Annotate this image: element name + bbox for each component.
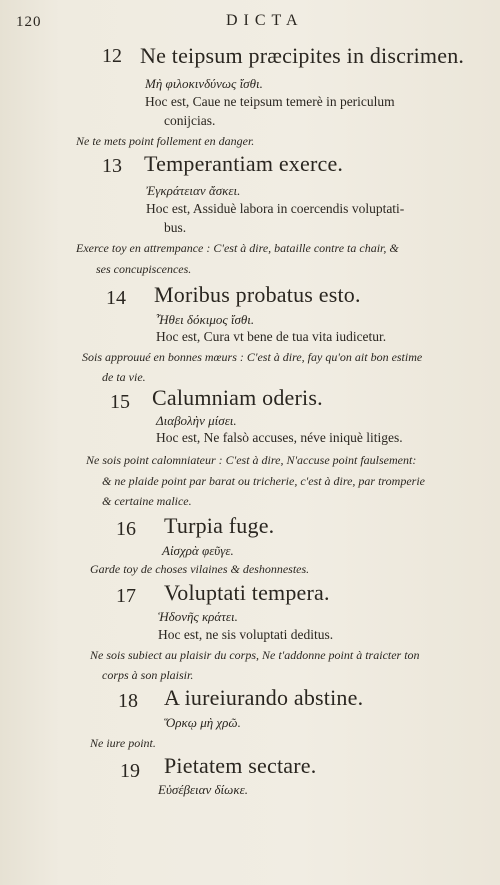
maxim-greek: Διαβολὴν μίσει.: [156, 413, 237, 428]
gloss-latin: Hoc est, Cura vt bene de tua vita iudicetur.: [156, 329, 387, 344]
maxim-latin: A iureiurando abstine.: [164, 685, 364, 710]
gloss-latin: Hoc est, ne sis voluptati deditus.: [158, 627, 334, 642]
maxim-greek: Αἰσχρὰ φεῦγε.: [162, 543, 234, 558]
maxim-number: 18: [118, 690, 138, 712]
maxim-greek: Ἡδονῆς κράτει.: [158, 609, 238, 624]
gloss-french: & ne plaide point par barat ou tricherie, c'est à dire, par tromperie: [102, 474, 425, 488]
gloss-french: corps à son plaisir.: [102, 668, 194, 682]
maxim-greek: Ἦθει δόκιμος ἴσθι.: [156, 312, 255, 327]
gloss-french: Ne sois point calomniateur : C'est à dire, N'accuse point faulsement:: [86, 453, 417, 467]
maxim-number: 17: [116, 585, 136, 607]
gloss-french: Ne te mets point follement en danger.: [76, 134, 255, 148]
maxim-latin: Turpia fuge.: [164, 513, 275, 538]
gloss-french: de ta vie.: [102, 370, 146, 384]
gloss-french: Sois approuué en bonnes mœurs : C'est à dire, fay qu'on ait bon estime: [82, 350, 423, 364]
maxim-number: 13: [102, 155, 122, 177]
maxim-greek: Ὅρκῳ μὴ χρῶ.: [164, 715, 241, 730]
running-head: DICTA: [226, 12, 304, 29]
maxim-latin: Temperantiam exerce.: [144, 151, 344, 176]
maxim-latin: Voluptati tempera.: [164, 580, 330, 605]
gloss-french: Ne sois subiect au plaisir du corps, Ne t'addonne point à traicter ton: [90, 648, 420, 662]
maxim-latin: Ne teipsum præcipites in discrimen.: [140, 43, 465, 68]
maxim-latin: Moribus probatus esto.: [154, 282, 361, 307]
gloss-latin: Hoc est, Ne falsò accuses, néve iniquè litiges.: [156, 430, 403, 445]
maxim-greek: Εὐσέβειαν δίωκε.: [158, 782, 248, 797]
maxim-latin: Calumniam oderis.: [152, 385, 323, 410]
maxim-number: 19: [120, 760, 140, 782]
gloss-french: Garde toy de choses vilaines & deshonnestes.: [90, 562, 310, 576]
gloss-french: Exerce toy en attrempance : C'est à dire, bataille contre ta chair, &: [76, 241, 399, 255]
maxim-number: 16: [116, 518, 136, 540]
gloss-french: Ne iure point.: [90, 736, 156, 750]
maxim-greek: Μὴ φιλοκινδύνως ἴσθι.: [145, 76, 263, 91]
gloss-french: ses concupiscences.: [96, 262, 192, 276]
maxim-greek: Ἐγκράτειαν ἄσκει.: [146, 183, 241, 198]
gloss-latin: Hoc est, Caue ne teipsum temerè in periculum: [145, 94, 395, 109]
maxim-number: 12: [102, 45, 122, 67]
gloss-latin: bus.: [164, 220, 187, 235]
gloss-latin: conijcias.: [164, 113, 216, 128]
gloss-latin: Hoc est, Assiduè labora in coercendis voluptati-: [146, 201, 405, 216]
page-number: 120: [16, 14, 42, 30]
maxim-number: 15: [110, 391, 130, 413]
gloss-french: & certaine malice.: [102, 494, 192, 508]
maxim-latin: Pietatem sectare.: [164, 753, 317, 778]
maxim-number: 14: [106, 287, 126, 309]
